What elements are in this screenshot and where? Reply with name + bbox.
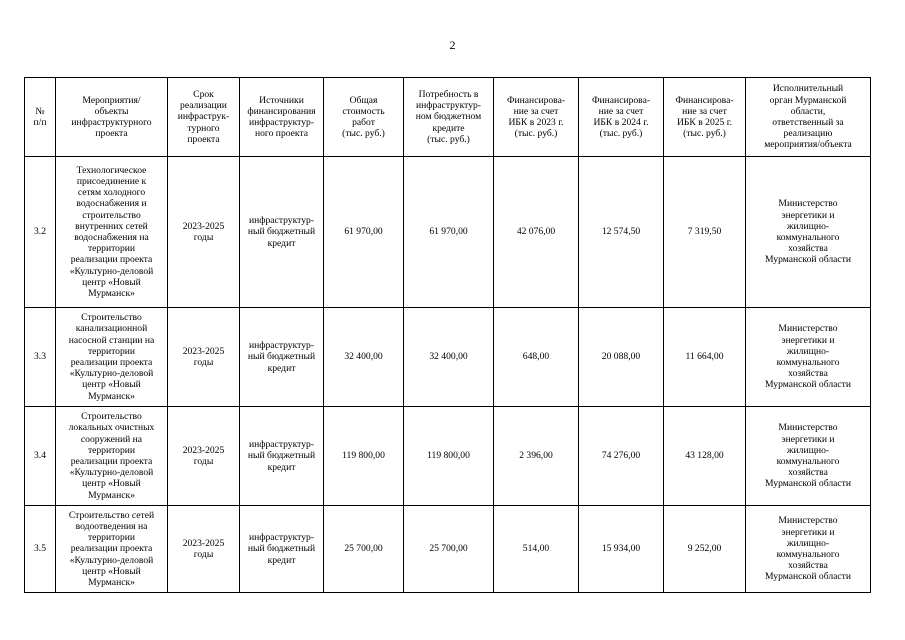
table-row bbox=[25, 407, 871, 506]
header-credit-need: Потребность в инфраструктур- ном бюджетном кредите (тыс. руб.) bbox=[404, 78, 494, 157]
row-total-cost: 25 700,00 bbox=[324, 506, 404, 593]
row-credit-need: 119 800,00 bbox=[404, 407, 494, 506]
row-term: 2023-2025 годы bbox=[168, 308, 240, 407]
row-funding-2025: 7 319,50 bbox=[664, 157, 746, 308]
row-number: 3.4 bbox=[25, 407, 56, 506]
row-source: инфраструктур- ный бюджетный кредит bbox=[240, 407, 324, 506]
row-responsible-body: Министерство энергетики и жилищно- коммунального хозяйства Мурманской области bbox=[746, 308, 871, 407]
header-term: Срок реализации инфраструк- турного проекта bbox=[168, 78, 240, 157]
header-source: Источники финансирования инфраструктур- ного проекта bbox=[240, 78, 324, 157]
header-number: № п/п bbox=[25, 78, 56, 157]
table-row bbox=[25, 506, 871, 593]
funding-table bbox=[24, 77, 871, 593]
row-activity: Строительство локальных очистных сооружений на территории реализации проекта «Культурно-деловой центр «Новый Мурманск» bbox=[56, 407, 168, 506]
row-funding-2023: 514,00 bbox=[494, 506, 579, 593]
header-funding-2023: Финансирова- ние за счет ИБК в 2023 г. (тыс. руб.) bbox=[494, 78, 579, 157]
row-credit-need: 25 700,00 bbox=[404, 506, 494, 593]
row-term: 2023-2025 годы bbox=[168, 407, 240, 506]
header-funding-2025: Финансирова- ние за счет ИБК в 2025 г. (тыс. руб.) bbox=[664, 78, 746, 157]
row-source: инфраструктур- ный бюджетный кредит bbox=[240, 157, 324, 308]
row-funding-2024: 12 574,50 bbox=[579, 157, 664, 308]
header-responsible-body: Исполнительный орган Мурманской области, ответственный за реализацию мероприятия/объекта bbox=[746, 78, 871, 157]
row-number: 3.2 bbox=[25, 157, 56, 308]
row-funding-2023: 648,00 bbox=[494, 308, 579, 407]
header-activity: Мероприятия/ объекты инфраструктурного проекта bbox=[56, 78, 168, 157]
header-total-cost: Общая стоимость работ (тыс. руб.) bbox=[324, 78, 404, 157]
row-number: 3.3 bbox=[25, 308, 56, 407]
row-funding-2023: 2 396,00 bbox=[494, 407, 579, 506]
row-responsible-body: Министерство энергетики и жилищно- коммунального хозяйства Мурманской области bbox=[746, 407, 871, 506]
page-number: 2 bbox=[449, 38, 456, 52]
table-row bbox=[25, 308, 871, 407]
row-term: 2023-2025 годы bbox=[168, 506, 240, 593]
header-funding-2024: Финансирова- ние за счет ИБК в 2024 г. (тыс. руб.) bbox=[579, 78, 664, 157]
row-credit-need: 61 970,00 bbox=[404, 157, 494, 308]
row-responsible-body: Министерство энергетики и жилищно- коммунального хозяйства Мурманской области bbox=[746, 506, 871, 593]
row-source: инфраструктур- ный бюджетный кредит bbox=[240, 506, 324, 593]
row-number: 3.5 bbox=[25, 506, 56, 593]
row-credit-need: 32 400,00 bbox=[404, 308, 494, 407]
table-row bbox=[25, 157, 871, 308]
row-activity: Строительство сетей водоотведения на территории реализации проекта «Культурно-деловой центр «Новый Мурманск» bbox=[56, 506, 168, 593]
row-source: инфраструктур- ный бюджетный кредит bbox=[240, 308, 324, 407]
row-funding-2025: 11 664,00 bbox=[664, 308, 746, 407]
row-funding-2024: 15 934,00 bbox=[579, 506, 664, 593]
row-term: 2023-2025 годы bbox=[168, 157, 240, 308]
row-funding-2024: 20 088,00 bbox=[579, 308, 664, 407]
header-row bbox=[25, 78, 871, 157]
row-total-cost: 61 970,00 bbox=[324, 157, 404, 308]
row-total-cost: 119 800,00 bbox=[324, 407, 404, 506]
row-funding-2024: 74 276,00 bbox=[579, 407, 664, 506]
row-funding-2025: 43 128,00 bbox=[664, 407, 746, 506]
row-total-cost: 32 400,00 bbox=[324, 308, 404, 407]
row-activity: Технологическое присоединение к сетям холодного водоснабжения и строительство внутренних сетей водоснабжения на территории реализации проекта «Культурно-деловой центр «Новый Мурманск» bbox=[56, 157, 168, 308]
row-responsible-body: Министерство энергетики и жилищно- коммунального хозяйства Мурманской области bbox=[746, 157, 871, 308]
row-funding-2025: 9 252,00 bbox=[664, 506, 746, 593]
row-funding-2023: 42 076,00 bbox=[494, 157, 579, 308]
row-activity: Строительство канализационной насосной станции на территории реализации проекта «Культурно-деловой центр «Новый Мурманск» bbox=[56, 308, 168, 407]
